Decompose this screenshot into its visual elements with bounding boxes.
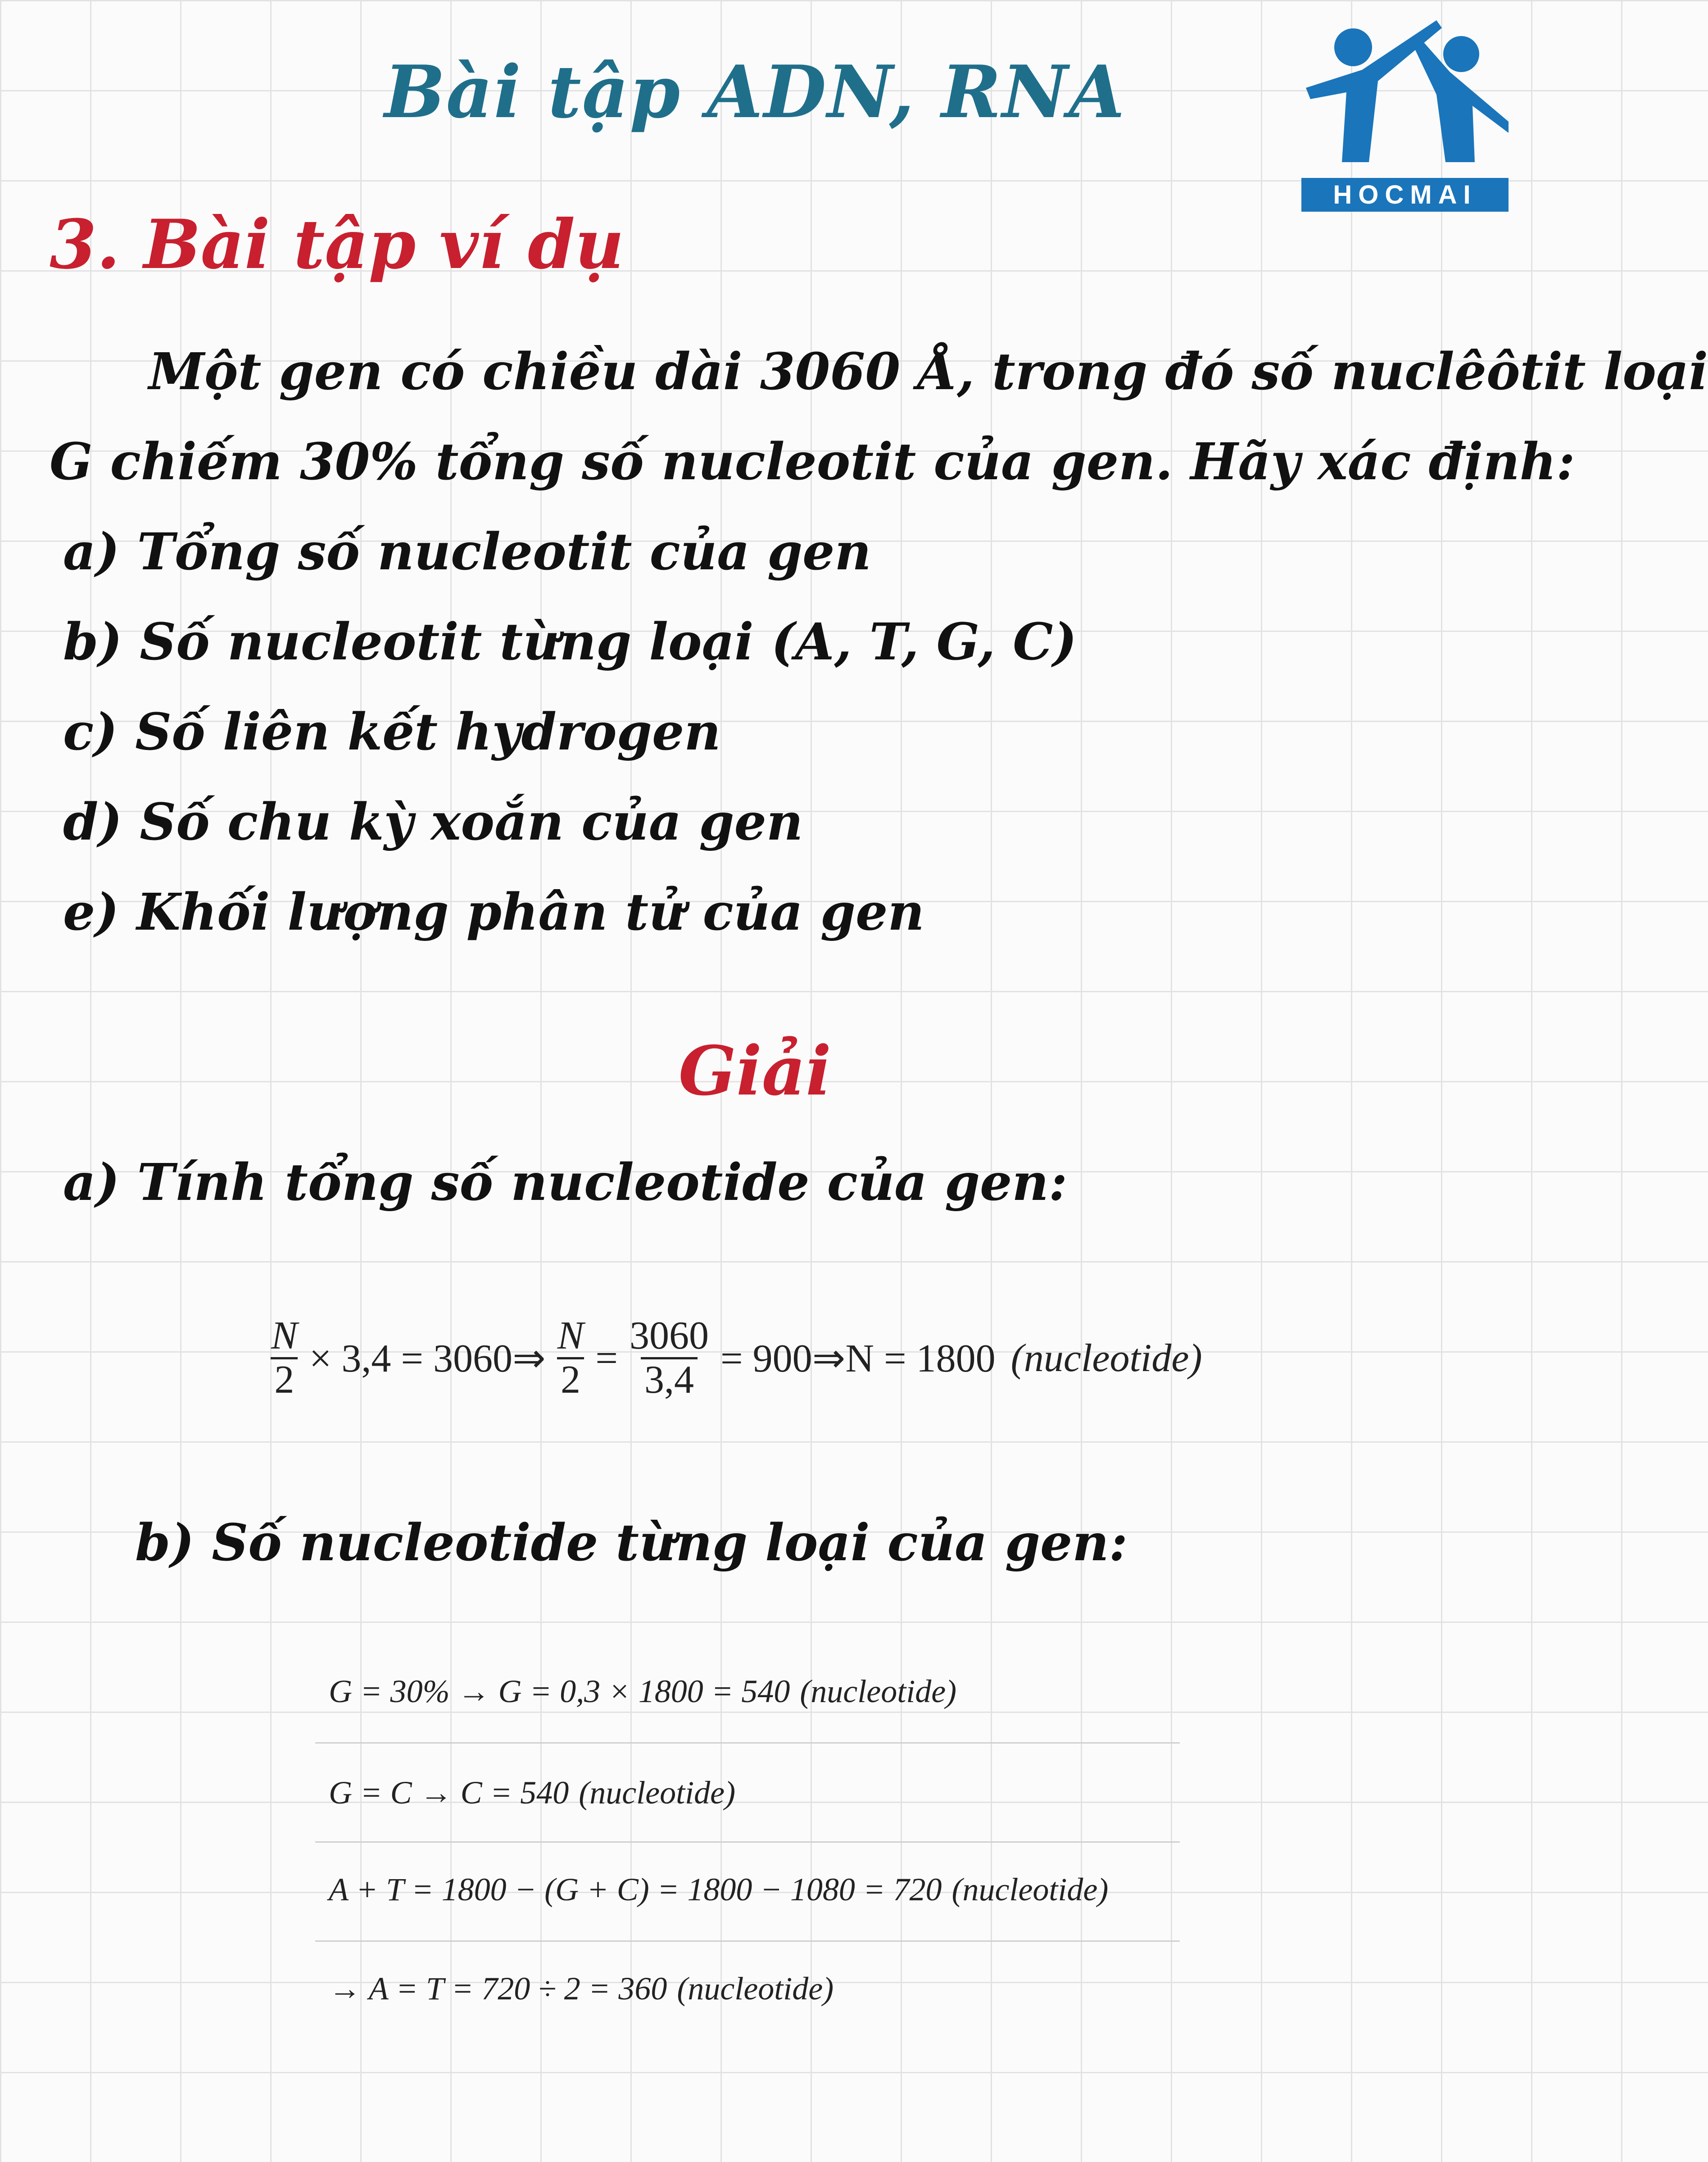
problem-line-2: G chiếm 30% tổng số nucleotit của gen. Hãy xác định: bbox=[50, 432, 1575, 491]
eq-sign: = bbox=[595, 1336, 618, 1380]
calc-unit: (nucleotide) bbox=[579, 1774, 736, 1811]
frac-denominator: 3,4 bbox=[641, 1357, 698, 1401]
row-divider bbox=[315, 1940, 1180, 1942]
calc-unit: (nucleotide) bbox=[677, 1970, 834, 2007]
page-title: Bài tập ADN, RNA bbox=[384, 50, 1126, 134]
frac-numerator: N bbox=[271, 1314, 298, 1358]
frac-denominator: 2 bbox=[557, 1357, 584, 1401]
calc-expr: G = 30% → G = 0,3 × 1800 = 540 bbox=[329, 1673, 790, 1709]
calc-row bbox=[329, 1667, 956, 1716]
fraction-n-over-2 bbox=[267, 1315, 301, 1401]
frac-denominator: 2 bbox=[271, 1357, 298, 1401]
calc-expr: A + T = 1800 − (G + C) = 1800 − 1080 = 720 bbox=[329, 1871, 942, 1908]
calc-row bbox=[329, 1964, 834, 2013]
problem-item-a: a) Tổng số nucleotit của gen bbox=[63, 522, 871, 581]
problem-line-1: Một gen có chiều dài 3060 Å, trong đó số nuclêôtit loại bbox=[149, 342, 1708, 401]
calc-expr: → A = T = 720 ÷ 2 = 360 bbox=[329, 1970, 667, 2007]
calc-row bbox=[329, 1865, 1108, 1914]
problem-item-b: b) Số nucleotit từng loại (A, T, G, C) bbox=[63, 613, 1077, 672]
logo-text: HOCMAI bbox=[1333, 180, 1477, 209]
problem-item-d: d) Số chu kỳ xoắn của gen bbox=[63, 793, 803, 852]
part-a-equation bbox=[261, 1306, 1204, 1410]
hocmai-logo bbox=[1301, 9, 1509, 212]
part-a-heading: a) Tính tổng số nucleotide của gen: bbox=[63, 1153, 1068, 1212]
problem-item-c: c) Số liên kết hydrogen bbox=[63, 703, 721, 762]
solution-heading: Giải bbox=[678, 1031, 832, 1111]
fraction-3060-over-3-4 bbox=[626, 1315, 712, 1401]
row-divider bbox=[315, 1742, 1180, 1744]
frac-numerator: N bbox=[557, 1314, 584, 1358]
part-b-heading: b) Số nucleotide từng loại của gen: bbox=[135, 1513, 1128, 1572]
frac-numerator: 3060 bbox=[630, 1314, 709, 1358]
row-divider bbox=[315, 1841, 1180, 1843]
eq-unit: (nucleotide) bbox=[1010, 1336, 1202, 1380]
calc-unit: (nucleotide) bbox=[800, 1673, 957, 1709]
calc-unit: (nucleotide) bbox=[951, 1871, 1109, 1908]
eq-result: = 900⇒N = 1800 bbox=[720, 1337, 996, 1381]
problem-item-e: e) Khối lượng phân tử của gen bbox=[63, 883, 924, 942]
calc-expr: G = C → C = 540 bbox=[329, 1774, 569, 1811]
calc-row bbox=[329, 1768, 735, 1817]
fraction-n-over-2-b bbox=[554, 1315, 588, 1401]
eq-middle: × 3,4 = 3060⇒ bbox=[309, 1337, 546, 1381]
section-heading: 3. Bài tập ví dụ bbox=[50, 205, 624, 284]
